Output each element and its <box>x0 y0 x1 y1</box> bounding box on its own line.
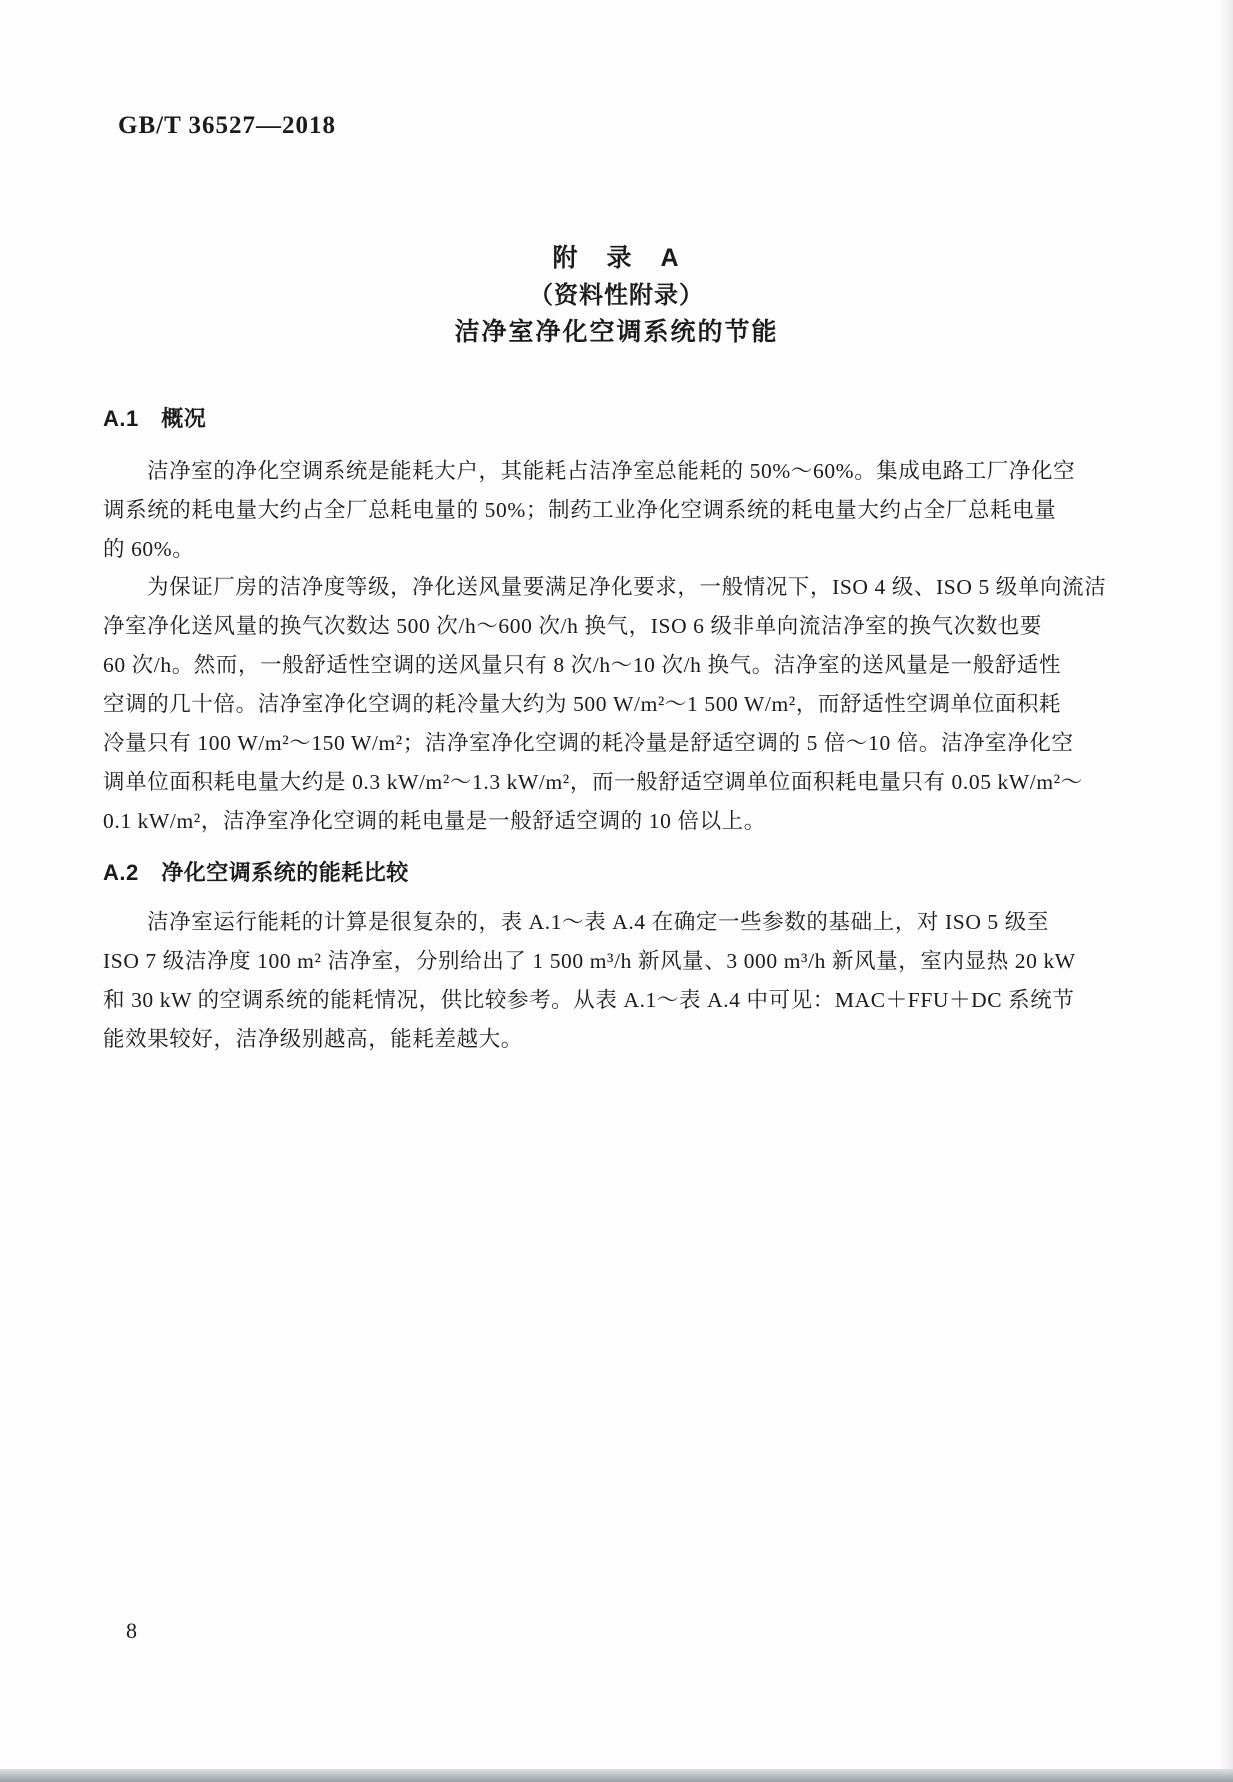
paragraph-line: 的 60%。 <box>103 537 195 561</box>
scan-edge-bottom <box>0 1769 1233 1782</box>
section-a1-paragraph-2 <box>103 568 1135 841</box>
page-number: 8 <box>126 1618 137 1643</box>
appendix-subject: 洁净室净化空调系统的节能 <box>454 318 779 346</box>
paragraph-line: 0.1 kW/m²，洁净室净化空调的耗电量是一般舒适空调的 10 倍以上。 <box>103 809 766 833</box>
paragraph-line: 冷量只有 100 W/m²～150 W/m²；洁净室净化空调的耗冷量是舒适空调的 5 倍～10 倍。洁净室净化空 <box>103 731 1074 755</box>
paragraph-line: 调系统的耗电量大约占全厂总耗电量的 50%；制药工业净化空调系统的耗电量大约占全厂总耗电量 <box>103 498 1057 522</box>
appendix-subtitle: （资料性附录） <box>529 282 704 309</box>
paragraph-line: 洁净室运行能耗的计算是很复杂的，表 A.1～表 A.4 在确定一些参数的基础上，对 ISO 5 级至 <box>147 910 1049 934</box>
section-a2-heading: A.2 净化空调系统的能耗比较 <box>103 860 409 885</box>
paragraph-line: 空调的几十倍。洁净室净化空调的耗冷量大约为 500 W/m²～1 500 W/m²，而舒适性空调单位面积耗 <box>103 692 1062 716</box>
appendix-title-block <box>0 240 1233 351</box>
paragraph-line: 洁净室的净化空调系统是能耗大户，其能耗占洁净室总能耗的 50%～60%。集成电路工厂净化空 <box>147 459 1076 483</box>
paragraph-line: 能效果较好，洁净级别越高，能耗差越大。 <box>103 1027 523 1051</box>
appendix-title: 附 录 A <box>552 244 681 272</box>
section-a2-paragraph-1 <box>103 903 1135 1059</box>
paragraph-line: 净室净化送风量的换气次数达 500 次/h～600 次/h 换气，ISO 6 级非单向流洁净室的换气次数也要 <box>103 614 1042 638</box>
section-a1-heading: A.1 概况 <box>103 406 207 431</box>
standard-number-header: GB/T 36527—2018 <box>118 112 337 139</box>
paragraph-line: 和 30 kW 的空调系统的能耗情况，供比较参考。从表 A.1～表 A.4 中可见：MAC＋FFU＋DC 系统节 <box>103 988 1075 1012</box>
paragraph-line: ISO 7 级洁净度 100 m² 洁净室，分别给出了 1 500 m³/h 新风量、3 000 m³/h 新风量，室内显热 20 kW <box>103 949 1076 973</box>
section-a1-paragraph-1 <box>103 452 1135 569</box>
paragraph-line: 为保证厂房的洁净度等级，净化送风量要满足净化要求，一般情况下，ISO 4 级、ISO 5 级单向流洁 <box>147 575 1107 599</box>
paragraph-line: 60 次/h。然而，一般舒适性空调的送风量只有 8 次/h～10 次/h 换气。洁净室的送风量是一般舒适性 <box>103 653 1062 677</box>
paragraph-line: 调单位面积耗电量大约是 0.3 kW/m²～1.3 kW/m²，而一般舒适空调单位面积耗电量只有 0.05 kW/m²～ <box>103 770 1083 794</box>
